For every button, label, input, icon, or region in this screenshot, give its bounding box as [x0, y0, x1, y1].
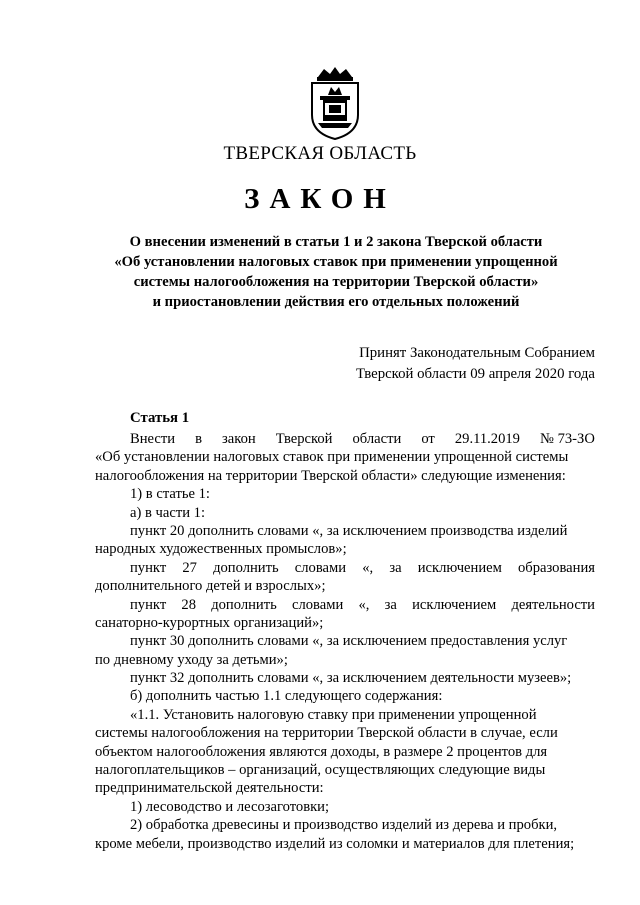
article-heading: Статья 1	[130, 410, 190, 426]
paragraph-line: пункт 20 дополнить словами «, за исключением производства изделий	[130, 522, 568, 539]
paragraph-line: пункт 30 дополнить словами «, за исключением предоставления услуг	[130, 633, 568, 650]
article-body	[95, 430, 595, 853]
law-title-line: О внесении изменений в статьи 1 и 2 закона Тверской области	[129, 234, 543, 250]
paragraph-line: предпринимательской деятельности:	[95, 780, 324, 797]
document-type: ЗАКОН	[244, 183, 396, 215]
law-title-line: и приостановлении действия его отдельных положений	[152, 294, 520, 310]
paragraph-line: пункт 28 дополнить словами «, за исключением деятельности	[130, 596, 595, 613]
law-title-line: «Об установлении налоговых ставок при применении упрощенной	[114, 254, 558, 270]
paragraph-line: б) дополнить частью 1.1 следующего содержания:	[130, 688, 443, 705]
paragraph-line: по дневному уходу за детьми»;	[95, 651, 288, 668]
paragraph-line: пункт 27 дополнить словами «, за исключением образования	[130, 559, 595, 576]
paragraph-line: объектом налогообложения являются доходы, в размере 2 процентов для	[95, 743, 548, 760]
paragraph-line: налогообложения на территории Тверской области» следующие изменения:	[95, 467, 566, 484]
paragraph-line: народных художественных промыслов»;	[95, 541, 347, 558]
paragraph-line: Внести в закон Тверской области от 29.11.2019 № 73-ЗО	[130, 431, 595, 447]
paragraph-line: а) в части 1:	[130, 504, 206, 521]
paragraph-line: «1.1. Установить налоговую ставку при применении упрощенной	[130, 706, 537, 723]
paragraph-line: санаторно-курортных организаций»;	[95, 614, 324, 631]
region-name: ТВЕРСКАЯ ОБЛАСТЬ	[223, 143, 417, 164]
paragraph-line: 1) в статье 1:	[130, 486, 210, 503]
adoption-note	[356, 343, 595, 385]
paragraph-line: налогоплательщиков – организаций, осуществляющих следующие виды	[95, 762, 546, 779]
paragraph-line: системы налогообложения на территории Тверской области в случае, если	[95, 725, 558, 742]
adoption-line: Тверской области 09 апреля 2020 года	[355, 366, 595, 382]
paragraph-line: 1) лесоводство и лесозаготовки;	[130, 798, 330, 815]
law-title-line: системы налогообложения на территории Тверской области»	[133, 274, 539, 290]
paragraph-line: 2) обработка древесины и производство изделий из дерева и пробки,	[130, 817, 558, 834]
law-title	[95, 232, 577, 312]
coat-of-arms-icon	[304, 65, 366, 141]
paragraph-line: пункт 32 дополнить словами «, за исключением деятельности музеев»;	[130, 670, 572, 687]
adoption-line: Принят Законодательным Собранием	[359, 345, 595, 361]
paragraph-line: «Об установлении налоговых ставок при применении упрощенной системы	[95, 449, 569, 466]
paragraph-line: дополнительного детей и взрослых»;	[95, 578, 326, 595]
paragraph-line: кроме мебели, производство изделий из соломки и материалов для плетения;	[95, 835, 575, 852]
